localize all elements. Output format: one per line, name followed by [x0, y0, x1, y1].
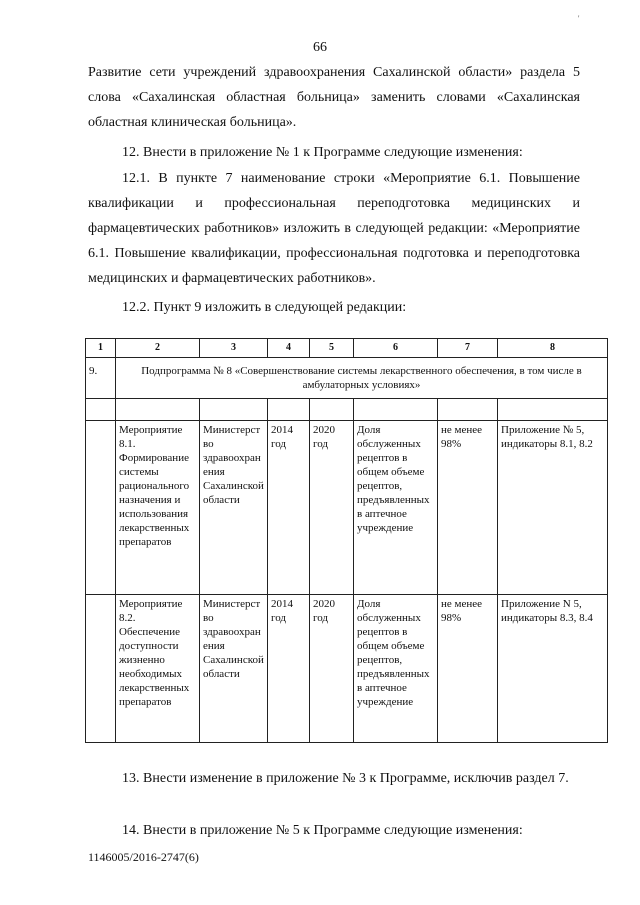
table-cell: [86, 421, 116, 595]
column-header: 6: [354, 339, 438, 358]
table-cell: [86, 595, 116, 743]
page-number: 66: [313, 40, 327, 55]
table-row: [86, 421, 608, 595]
table-section-row: [86, 358, 608, 399]
paragraph-item-12-1: 12.1. В пункте 7 наименование строки «Мероприятие 6.1. Повышение квалификации и профессиональная переподготовка медицинских и фармацевтических работников» изложить в следующей редакции: «Мероприятие 6.1. Повышение квалификации, профессиональная подготовка и переподготовка медицинских и фармацевтических работников».: [88, 171, 580, 286]
activity-cell: Мероприятие 8.2. Обеспечение доступности жизненно необходимых лекарственных препаратов: [116, 595, 200, 743]
section-title: Подпрограмма № 8 «Совершенствование системы лекарственного обеспечения, в том числе в амбулаторных условиях»: [116, 358, 608, 399]
paragraph-item-14: 14. Внести в приложение № 5 к Программе следующие изменения:: [122, 823, 523, 838]
paragraph-item-12-2: 12.2. Пункт 9 изложить в следующей редакции:: [122, 300, 407, 315]
start-year-cell: 2014 год: [268, 595, 310, 743]
executor-cell: Министерство здравоохранения Сахалинской области: [200, 421, 268, 595]
end-year-cell: 2020 год: [310, 421, 354, 595]
column-header: 8: [498, 339, 608, 358]
column-header: 7: [438, 339, 498, 358]
paragraph-item-12: 12. Внести в приложение № 1 к Программе следующие изменения:: [122, 145, 523, 160]
column-header: 4: [268, 339, 310, 358]
document-code: 1146005/2016-2747(6): [88, 850, 199, 864]
program-table: [85, 338, 608, 743]
reference-cell: Приложение N 5, индикаторы 8.3, 8.4: [498, 595, 608, 743]
activity-cell: Мероприятие 8.1. Формирование системы рационального назначения и использования лекарственных препаратов: [116, 421, 200, 595]
section-number: 9.: [86, 358, 116, 399]
paragraph-continuation: Развитие сети учреждений здравоохранения Сахалинской области» раздела 5 слова «Сахалинская областная больница» заменить словами «Сахалинская областная клиническая больница».: [88, 65, 580, 130]
value-cell: не менее 98%: [438, 595, 498, 743]
column-header: 1: [86, 339, 116, 358]
indicator-cell: Доля обслуженных рецептов в общем объеме рецептов, предъявленных в аптечное учреждение: [354, 595, 438, 743]
indicator-cell: Доля обслуженных рецептов в общем объеме рецептов, предъявленных в аптечное учреждение: [354, 421, 438, 595]
column-header: 2: [116, 339, 200, 358]
paragraph-item-13: 13. Внести изменение в приложение № 3 к Программе, исключив раздел 7.: [122, 771, 569, 786]
column-header: 5: [310, 339, 354, 358]
table-spacer-row: [86, 399, 608, 421]
table-header-row: [86, 339, 608, 358]
executor-cell: Министерство здравоохранения Сахалинской области: [200, 595, 268, 743]
corner-mark: ': [578, 14, 580, 23]
end-year-cell: 2020 год: [310, 595, 354, 743]
column-header: 3: [200, 339, 268, 358]
table-row: [86, 595, 608, 743]
reference-cell: Приложение № 5, индикаторы 8.1, 8.2: [498, 421, 608, 595]
start-year-cell: 2014 год: [268, 421, 310, 595]
value-cell: не менее 98%: [438, 421, 498, 595]
